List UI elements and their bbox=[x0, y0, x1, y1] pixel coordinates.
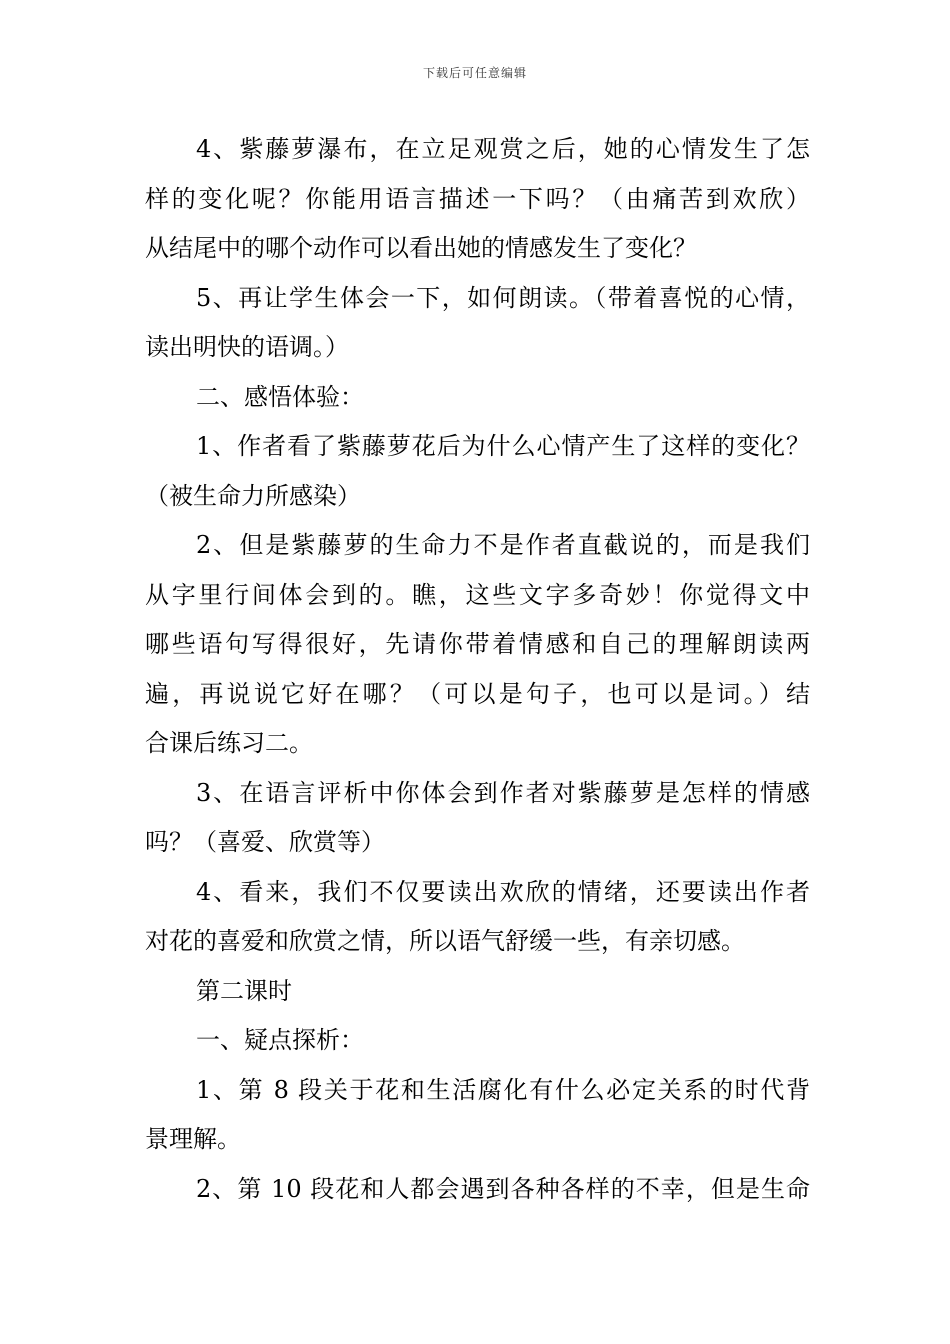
text-line: 读出明快的语调。） bbox=[145, 333, 349, 361]
text-line: 1、第 8 段关于花和生活腐化有什么必定关系的时代背 bbox=[196, 1075, 810, 1104]
section-heading: 第二课时 bbox=[196, 976, 292, 1005]
text-line: 吗？（喜爱、欣赏等） bbox=[145, 828, 385, 856]
text-line: 2、第 10 段花和人都会遇到各种各样的不幸，但是生命 bbox=[196, 1174, 810, 1203]
text-line: 4、紫藤萝瀑布，在立足观赏之后，她的心情发生了怎 bbox=[196, 135, 810, 163]
text-line: 哪些语句写得很好，先请你带着情感和自己的理解朗读两 bbox=[145, 630, 810, 658]
text-line: 从字里行间体会到的。瞧，这些文字多奇妙！你觉得文中 bbox=[145, 580, 810, 609]
section-heading: 二、感悟体验： bbox=[196, 382, 364, 411]
text-line: 景理解。 bbox=[145, 1125, 241, 1153]
section-heading: 一、疑点探析： bbox=[196, 1026, 364, 1054]
text-line: 合课后练习二。 bbox=[145, 729, 313, 757]
text-line: （被生命力所感染） bbox=[145, 481, 361, 510]
text-line: 从结尾中的哪个动作可以看出她的情感发生了变化？ bbox=[145, 234, 697, 262]
text-line: 样的变化呢？你能用语言描述一下吗？（由痛苦到欢欣） bbox=[145, 184, 810, 213]
text-line: 4、看来，我们不仅要读出欢欣的情绪，还要读出作者 bbox=[196, 877, 810, 906]
document-body bbox=[145, 125, 810, 1214]
text-line: 1、作者看了紫藤萝花后为什么心情产生了这样的变化？ bbox=[196, 432, 810, 460]
text-line: 2、但是紫藤萝的生命力不是作者直截说的，而是我们 bbox=[196, 531, 810, 559]
text-line: 3、在语言评析中你体会到作者对紫藤萝是怎样的情感 bbox=[196, 778, 810, 807]
text-line: 对花的喜爱和欣赏之情，所以语气舒缓一些，有亲切感。 bbox=[145, 927, 745, 955]
text-line: 遍，再说说它好在哪？（可以是句子，也可以是词。）结 bbox=[145, 679, 810, 708]
header-note: 下载后可任意编辑 bbox=[422, 66, 527, 80]
text-line: 5、再让学生体会一下，如何朗读。（带着喜悦的心情， bbox=[196, 283, 810, 312]
